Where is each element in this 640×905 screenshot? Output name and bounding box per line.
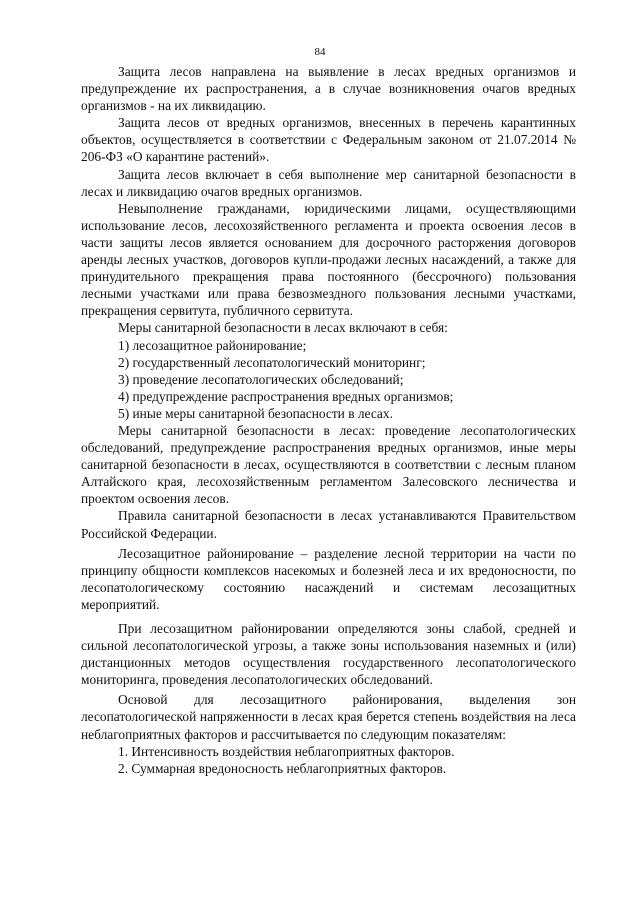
paragraph: Защита лесов направлена на выявление в лесах вредных организмов и предупреждение их распространения, а в случае возникновения очагов вредных организмов - на их ликвидацию. [81, 64, 576, 114]
list-item: 3) проведение лесопатологических обследований; [118, 371, 404, 387]
list-item: 2. Суммарная вредоносность неблагоприятных факторов. [118, 760, 447, 776]
paragraph: Основой для лесозащитного районирования, выделения зон лесопатологической напряженности в лесах края берется степень воздействия на леса неблагоприятных факторов и рассчитывается по следующим показателям: [81, 692, 576, 742]
list-item: 2) государственный лесопатологический мониторинг; [118, 354, 426, 370]
paragraph: Меры санитарной безопасности в лесах: проведение лесопатологических обследований, предупреждение распространения вредных организмов, иные меры санитарной безопасности в лесах, осуществляются в соответствии с лесным планом Алтайского края, лесохозяйственным регламентом Залесовского лесничества и проектом освоения лесов. [81, 422, 576, 507]
paragraph: Защита лесов от вредных организмов, внесенных в перечень карантинных объектов, осуществляется в соответствии с Федеральным законом от 21.07.2014 № 206-ФЗ «О карантине растений». [81, 115, 576, 165]
document-body [81, 63, 576, 777]
list-item: 1. Интенсивность воздействия неблагоприятных факторов. [118, 743, 455, 759]
list-item: 4) предупреждение распространения вредных организмов; [118, 388, 454, 404]
list-item: 1) лесозащитное районирование; [118, 337, 307, 353]
paragraph: Лесозащитное районирование – разделение лесной территории на части по принципу общности комплексов насекомых и болезней леса и их вредоносности, по лесопатологическому состоянию насаждений и системам лесозащитных мероприятий. [81, 545, 576, 612]
paragraph: Невыполнение гражданами, юридическими лицами, осуществляющими использование лесов, лесохозяйственного регламента и проекта освоения лесов в части защиты лесов является основанием для досрочного расторжения договоров аренды лесных участков, договоров купли-продажи лесных насаждений, а также для принудительного прекращения права постоянного (бессрочного) пользования лесными участками или права безвозмездного пользования лесными участками, прекращения сервитута, публичного сервитута. [81, 200, 576, 319]
paragraph: Правила санитарной безопасности в лесах устанавливаются Правительством Российской Федерации. [81, 508, 576, 541]
list-item: 5) иные меры санитарной безопасности в лесах. [118, 405, 393, 421]
page-number: 84 [314, 46, 326, 58]
paragraph: При лесозащитном районировании определяются зоны слабой, средней и сильной лесопатологической угрозы, а также зоны использования наземных и (или) дистанционных методов осуществления государственного лесопатологического мониторинга, проведения лесопатологических обследований. [81, 621, 576, 688]
paragraph: Защита лесов включает в себя выполнение мер санитарной безопасности в лесах и ликвидацию очагов вредных организмов. [81, 166, 576, 199]
paragraph: Меры санитарной безопасности в лесах включают в себя: [118, 320, 448, 336]
